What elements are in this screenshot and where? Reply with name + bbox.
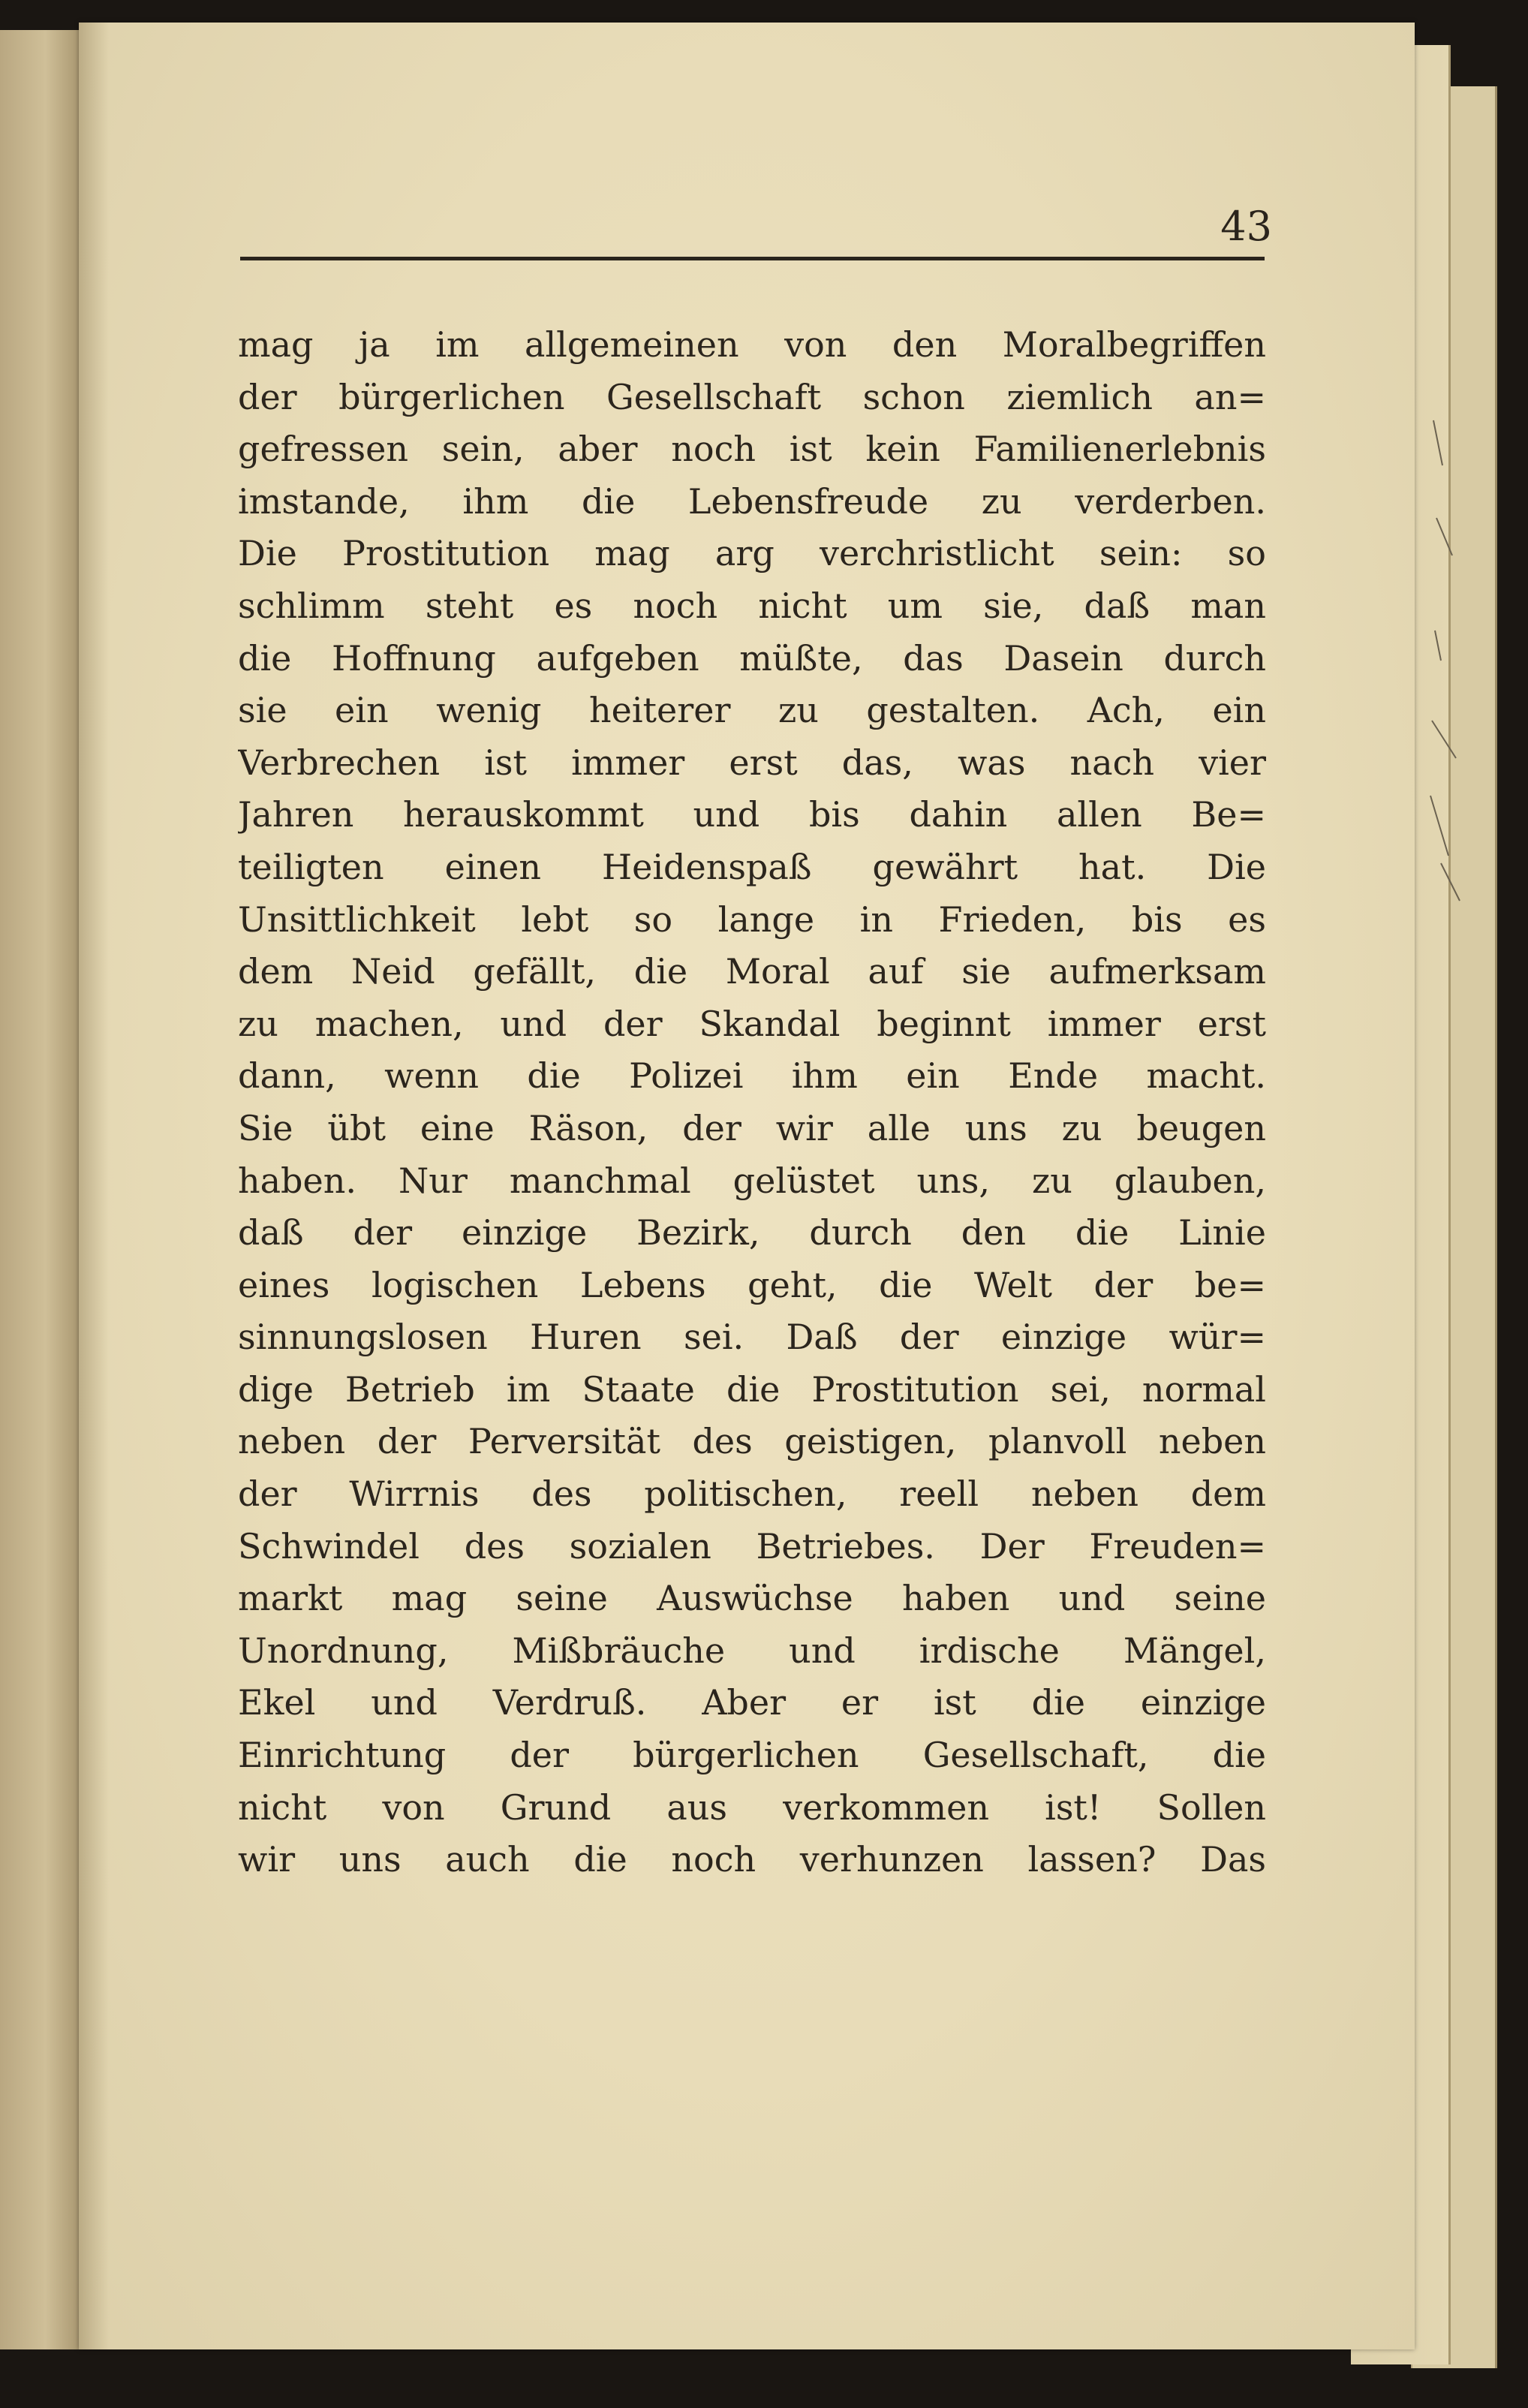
text-line: Unordnung, Mißbräuche und irdische Mängel, — [238, 1630, 1266, 1671]
text-line: dige Betrieb im Staate die Prostitution sei, normal — [238, 1368, 1266, 1410]
text-line: der bürgerlichen Gesellschaft schon ziemlich an= — [238, 376, 1266, 417]
text-line: Unsittlichkeit lebt so lange in Frieden, bis es — [238, 898, 1266, 940]
header-rule — [240, 257, 1265, 260]
text-line: markt mag seine Auswüchse haben und seine — [238, 1578, 1266, 1619]
text-line: eines logischen Lebens geht, die Welt der be= — [238, 1264, 1266, 1305]
text-line: schlimm steht es noch nicht um sie, daß man — [238, 585, 1266, 626]
text-line: dem Neid gefällt, die Moral auf sie aufmerksam — [238, 951, 1266, 992]
text-line: Die Prostitution mag arg verchristlicht sein: so — [238, 533, 1266, 574]
text-line: mag ja im allgemeinen von den Moralbegriffen — [238, 324, 1266, 365]
body-text — [238, 319, 1266, 1886]
text-line: der Wirrnis des politischen, reell neben dem — [238, 1473, 1266, 1515]
text-line: sie ein wenig heiterer zu gestalten. Ach, ein — [238, 690, 1266, 731]
text-line: Jahren herauskommt und bis dahin allen Be= — [238, 794, 1266, 835]
text-line: dann, wenn die Polizei ihm ein Ende macht. — [238, 1055, 1266, 1097]
text-line: daß der einzige Bezirk, durch den die Linie — [238, 1212, 1266, 1254]
text-line: neben der Perversität des geistigen, planvoll neben — [238, 1421, 1266, 1462]
text-line: teiligten einen Heidenspaß gewährt hat. Die — [238, 846, 1266, 887]
text-line: haben. Nur manchmal gelüstet uns, zu glauben, — [238, 1160, 1266, 1201]
pencil-margin-marks — [1426, 405, 1478, 931]
text-line: die Hoffnung aufgeben müßte, das Dasein durch — [238, 637, 1266, 679]
book-page — [79, 23, 1415, 2349]
text-line: Ekel und Verdruß. Aber er ist die einzige — [238, 1682, 1266, 1723]
text-line: sinnungslosen Huren sei. Daß der einzige wür= — [238, 1317, 1266, 1358]
page-number: 43 — [1220, 203, 1272, 250]
text-line: imstande, ihm die Lebensfreude zu verderben. — [238, 480, 1266, 522]
text-line: Sie übt eine Räson, der wir alle uns zu beugen — [238, 1107, 1266, 1148]
text-line: nicht von Grund aus verkommen ist! Sollen — [238, 1786, 1266, 1828]
text-line: Schwindel des sozialen Betriebes. Der Freuden= — [238, 1525, 1266, 1567]
text-line: zu machen, und der Skandal beginnt immer erst — [238, 1003, 1266, 1044]
text-line: Verbrechen ist immer erst das, was nach vier — [238, 742, 1266, 783]
text-line: wir uns auch die noch verhunzen lassen? Das — [238, 1839, 1266, 1880]
text-line: Einrichtung der bürgerlichen Gesellschaft, die — [238, 1735, 1266, 1776]
text-line: gefressen sein, aber noch ist kein Familienerlebnis — [238, 429, 1266, 470]
left-page-edge — [0, 30, 85, 2349]
